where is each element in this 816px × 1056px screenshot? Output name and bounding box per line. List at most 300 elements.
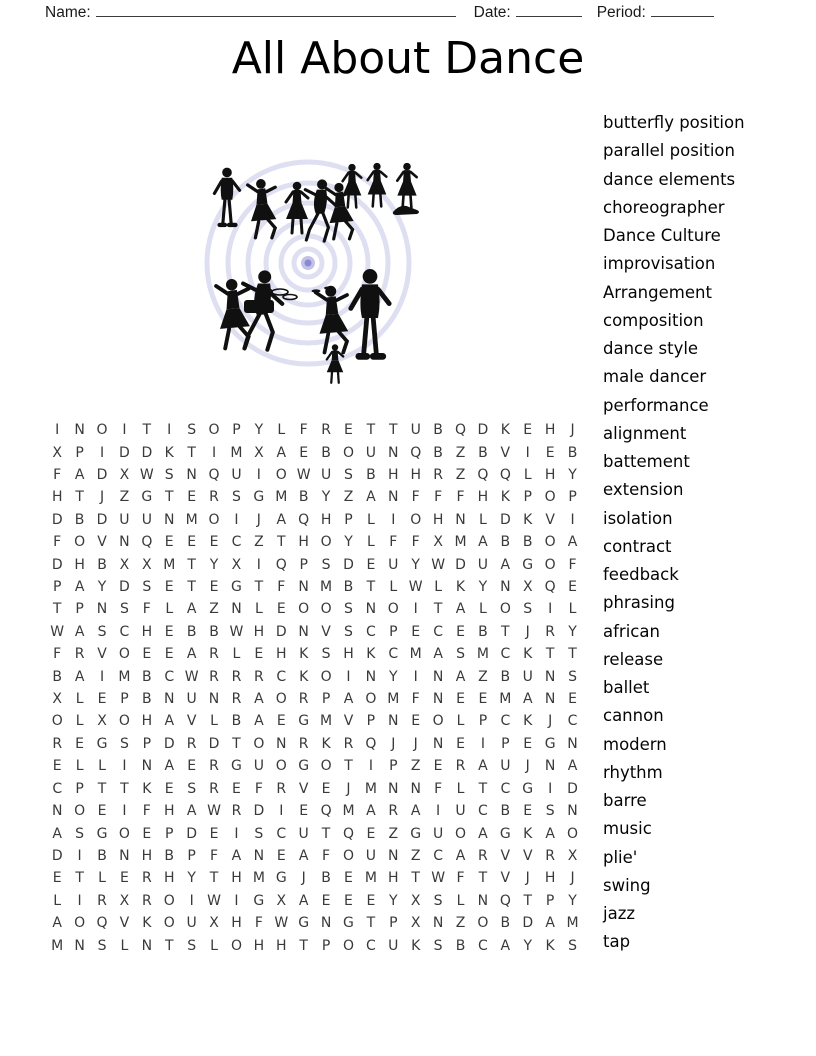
grid-letter[interactable]: T [187,556,196,573]
grid-letter[interactable]: G [275,870,287,887]
grid-letter[interactable]: V [119,915,130,932]
grid-letter[interactable]: B [142,691,152,708]
grid-letter[interactable]: P [75,780,84,797]
grid-letter[interactable]: N [365,668,377,685]
grid-letter[interactable]: O [342,937,354,954]
grid-letter[interactable]: E [321,892,331,909]
grid-letter[interactable]: S [187,937,197,954]
grid-letter[interactable]: T [501,623,510,640]
grid-letter[interactable]: X [522,579,533,596]
grid-letter[interactable]: O [74,534,86,551]
grid-letter[interactable]: V [500,444,511,461]
grid-letter[interactable]: X [209,915,219,932]
grid-letter[interactable]: J [391,735,396,752]
grid-letter[interactable]: Y [389,668,398,685]
grid-letter[interactable]: E [523,803,533,820]
grid-letter[interactable]: E [52,758,62,775]
grid-letter[interactable]: D [96,467,108,484]
grid-letter[interactable]: V [500,870,511,887]
grid-letter[interactable]: A [231,847,242,864]
grid-letter[interactable]: U [186,691,197,708]
grid-letter[interactable]: A [298,847,309,864]
grid-letter[interactable]: L [523,467,532,484]
name-blank-line[interactable] [96,2,456,17]
grid-letter[interactable]: A [164,758,175,775]
grid-letter[interactable]: S [433,937,443,954]
grid-letter[interactable]: O [163,892,175,909]
grid-letter[interactable]: V [343,713,354,730]
grid-letter[interactable]: K [523,825,533,842]
grid-letter[interactable]: A [545,825,555,842]
grid-letter[interactable]: H [388,870,399,887]
grid-letter[interactable]: T [164,489,174,506]
grid-letter[interactable]: F [210,847,219,864]
grid-letter[interactable]: N [544,758,556,775]
grid-letter[interactable]: E [209,534,219,551]
grid-letter[interactable]: O [230,937,242,954]
grid-letter[interactable]: G [96,735,108,752]
grid-letter[interactable]: E [456,691,465,708]
grid-letter[interactable]: I [346,668,351,685]
grid-letter[interactable]: K [321,735,331,752]
grid-letter[interactable]: I [211,444,217,461]
grid-letter[interactable]: G [499,825,511,842]
grid-letter[interactable]: R [209,646,219,663]
grid-letter[interactable]: T [523,892,533,909]
grid-letter[interactable]: B [433,444,443,461]
grid-letter[interactable]: E [164,780,174,797]
grid-letter[interactable]: P [344,511,353,528]
grid-letter[interactable]: N [276,735,287,752]
grid-letter[interactable]: E [142,825,152,842]
grid-letter[interactable]: B [455,937,466,954]
grid-letter[interactable]: Y [321,489,331,506]
grid-letter[interactable]: E [187,489,197,506]
grid-letter[interactable]: U [477,556,489,573]
grid-letter[interactable]: G [298,915,310,932]
grid-letter[interactable]: H [320,511,332,528]
grid-letter[interactable]: F [568,556,577,573]
grid-letter[interactable]: V [97,646,107,663]
grid-letter[interactable]: F [142,601,151,618]
grid-letter[interactable]: U [388,937,399,954]
grid-letter[interactable]: N [141,758,153,775]
grid-letter[interactable]: M [387,691,400,708]
grid-letter[interactable]: H [141,847,153,864]
grid-letter[interactable]: N [388,847,399,864]
grid-letter[interactable]: G [343,915,354,932]
grid-letter[interactable]: R [52,735,63,752]
grid-letter[interactable]: Z [388,825,399,842]
grid-letter[interactable]: A [254,713,264,730]
grid-letter[interactable]: G [544,735,556,752]
grid-letter[interactable]: B [97,847,107,864]
grid-letter[interactable]: U [500,758,511,775]
grid-letter[interactable]: C [478,803,488,820]
grid-letter[interactable]: D [141,444,153,461]
grid-letter[interactable]: J [99,489,105,506]
grid-letter[interactable]: A [276,444,287,461]
grid-letter[interactable]: M [185,511,198,528]
grid-letter[interactable]: T [209,870,219,887]
grid-letter[interactable]: T [478,780,488,797]
grid-letter[interactable]: E [523,735,533,752]
grid-letter[interactable]: J [570,422,575,439]
grid-letter[interactable]: H [163,803,175,820]
grid-letter[interactable]: T [366,422,376,439]
grid-letter[interactable]: X [119,467,130,484]
grid-letter[interactable]: T [366,579,376,596]
grid-letter[interactable]: N [432,668,444,685]
grid-letter[interactable]: P [232,422,241,439]
grid-letter[interactable]: H [432,511,444,528]
grid-letter[interactable]: E [276,601,286,618]
grid-letter[interactable]: N [432,735,444,752]
grid-letter[interactable]: N [253,847,265,864]
grid-letter[interactable]: Q [410,444,422,461]
grid-letter[interactable]: O [365,691,377,708]
grid-letter[interactable]: Z [455,915,466,932]
grid-letter[interactable]: G [522,556,534,573]
grid-letter[interactable]: T [232,735,241,752]
grid-letter[interactable]: O [208,422,220,439]
grid-letter[interactable]: Q [342,825,354,842]
grid-letter[interactable]: K [523,646,533,663]
grid-letter[interactable]: N [410,780,421,797]
grid-letter[interactable]: I [122,758,127,775]
grid-letter[interactable]: E [366,556,376,573]
grid-letter[interactable]: Q [477,467,489,484]
grid-letter[interactable]: N [388,444,399,461]
grid-letter[interactable]: X [52,691,62,708]
grid-letter[interactable]: X [433,534,443,551]
grid-letter[interactable]: E [276,713,286,730]
grid-letter[interactable]: E [97,803,107,820]
grid-letter[interactable]: I [480,735,485,752]
grid-letter[interactable]: L [568,601,577,618]
grid-letter[interactable]: T [142,422,152,439]
grid-letter[interactable]: P [321,691,331,708]
grid-letter[interactable]: B [478,623,488,640]
grid-letter[interactable]: U [365,444,377,461]
grid-letter[interactable]: S [97,937,107,954]
grid-letter[interactable]: M [230,444,243,461]
grid-letter[interactable]: H [343,646,354,663]
grid-letter[interactable]: L [479,511,487,528]
grid-letter[interactable]: S [254,825,264,842]
grid-letter[interactable]: P [389,758,398,775]
grid-letter[interactable]: A [366,489,376,506]
grid-letter[interactable]: E [321,780,331,797]
grid-letter[interactable]: V [545,511,555,528]
grid-letter[interactable]: B [522,534,533,551]
grid-letter[interactable]: O [118,646,130,663]
grid-letter[interactable]: X [142,556,152,573]
grid-letter[interactable]: D [477,422,489,439]
grid-letter[interactable]: Q [455,422,467,439]
grid-letter[interactable]: B [500,668,511,685]
grid-letter[interactable]: S [568,668,577,685]
grid-letter[interactable]: S [142,579,152,596]
grid-letter[interactable]: S [344,601,353,618]
grid-letter[interactable]: E [344,422,353,439]
grid-letter[interactable]: W [408,579,423,596]
grid-letter[interactable]: Y [344,534,353,551]
grid-letter[interactable]: Q [499,892,511,909]
grid-letter[interactable]: B [321,870,331,887]
grid-letter[interactable]: B [500,915,511,932]
grid-letter[interactable]: T [344,758,353,775]
grid-letter[interactable]: B [52,668,62,685]
grid-letter[interactable]: O [499,601,511,618]
grid-letter[interactable]: B [97,556,107,573]
grid-letter[interactable]: K [455,579,466,596]
grid-letter[interactable]: Y [209,556,219,573]
grid-letter[interactable]: R [545,623,555,640]
grid-letter[interactable]: A [74,579,85,596]
grid-letter[interactable]: H [253,623,265,640]
grid-letter[interactable]: E [232,780,241,797]
grid-letter[interactable]: Z [119,489,130,506]
grid-letter[interactable]: D [208,735,220,752]
grid-letter[interactable]: A [410,803,421,820]
grid-letter[interactable]: E [568,579,577,596]
grid-letter[interactable]: F [322,847,331,864]
grid-letter[interactable]: I [391,511,396,528]
grid-letter[interactable]: X [567,847,578,864]
grid-letter[interactable]: I [256,467,261,484]
grid-letter[interactable]: I [548,601,553,618]
grid-letter[interactable]: R [209,758,219,775]
grid-letter[interactable]: H [231,870,242,887]
grid-letter[interactable]: T [411,870,420,887]
grid-letter[interactable]: O [455,825,467,842]
grid-letter[interactable]: C [276,668,287,685]
grid-letter[interactable]: O [118,825,130,842]
grid-letter[interactable]: N [298,623,309,640]
grid-letter[interactable]: D [275,623,287,640]
grid-letter[interactable]: C [433,623,443,640]
grid-letter[interactable]: V [97,534,107,551]
grid-letter[interactable]: R [231,668,242,685]
grid-letter[interactable]: M [118,668,131,685]
grid-letter[interactable]: K [164,444,174,461]
grid-letter[interactable]: E [164,623,174,640]
grid-letter[interactable]: X [119,892,130,909]
grid-letter[interactable]: A [522,691,533,708]
grid-letter[interactable]: B [164,847,175,864]
grid-letter[interactable]: X [52,444,62,461]
grid-letter[interactable]: C [119,623,130,640]
grid-letter[interactable]: W [50,623,65,640]
grid-letter[interactable]: U [432,825,444,842]
grid-letter[interactable]: U [365,847,377,864]
grid-letter[interactable]: I [234,511,239,528]
grid-letter[interactable]: D [119,579,130,596]
grid-letter[interactable]: E [366,825,376,842]
grid-letter[interactable]: I [279,803,284,820]
grid-letter[interactable]: A [478,825,488,842]
grid-letter[interactable]: P [120,691,129,708]
grid-letter[interactable]: I [122,803,127,820]
grid-letter[interactable]: X [410,892,421,909]
grid-letter[interactable]: E [433,758,443,775]
grid-letter[interactable]: P [389,623,398,640]
grid-letter[interactable]: A [186,646,197,663]
grid-letter[interactable]: G [231,758,242,775]
grid-letter[interactable]: X [231,556,242,573]
grid-letter[interactable]: G [253,892,265,909]
grid-letter[interactable]: E [478,691,488,708]
grid-letter[interactable]: Y [568,467,577,484]
grid-letter[interactable]: M [342,803,355,820]
grid-letter[interactable]: E [568,691,577,708]
grid-letter[interactable]: S [523,601,533,618]
grid-letter[interactable]: A [478,534,488,551]
grid-letter[interactable]: L [210,713,218,730]
grid-letter[interactable]: N [231,601,242,618]
grid-letter[interactable]: F [434,780,443,797]
grid-letter[interactable]: W [184,668,199,685]
grid-letter[interactable]: Q [208,467,220,484]
grid-letter[interactable]: M [409,646,422,663]
grid-letter[interactable]: X [410,915,421,932]
grid-letter[interactable]: X [254,444,264,461]
grid-letter[interactable]: G [253,489,265,506]
grid-letter[interactable]: E [52,870,62,887]
grid-letter[interactable]: M [320,579,333,596]
grid-letter[interactable]: I [55,422,60,439]
grid-letter[interactable]: B [74,511,85,528]
grid-letter[interactable]: B [209,623,219,640]
grid-letter[interactable]: U [388,556,399,573]
grid-letter[interactable]: I [436,803,441,820]
grid-letter[interactable]: E [97,691,107,708]
grid-letter[interactable]: B [142,668,152,685]
grid-letter[interactable]: T [299,937,308,954]
grid-letter[interactable]: H [298,534,309,551]
grid-letter[interactable]: W [229,623,244,640]
grid-letter[interactable]: C [500,780,511,797]
grid-letter[interactable]: B [366,467,376,484]
grid-letter[interactable]: H [276,646,287,663]
grid-letter[interactable]: K [523,511,533,528]
grid-letter[interactable]: I [99,668,105,685]
grid-letter[interactable]: U [186,915,197,932]
grid-letter[interactable]: M [364,870,377,887]
grid-letter[interactable]: I [413,668,418,685]
grid-letter[interactable]: O [275,691,287,708]
grid-letter[interactable]: E [164,534,174,551]
grid-letter[interactable]: A [298,892,309,909]
grid-letter[interactable]: P [52,579,62,596]
grid-letter[interactable]: N [163,691,175,708]
grid-letter[interactable]: I [77,847,82,864]
grid-letter[interactable]: O [320,601,332,618]
grid-letter[interactable]: Z [478,668,488,685]
grid-letter[interactable]: A [500,937,511,954]
grid-letter[interactable]: N [141,937,153,954]
grid-letter[interactable]: R [231,803,242,820]
grid-letter[interactable]: P [366,713,376,730]
grid-letter[interactable]: D [51,556,63,573]
grid-letter[interactable]: C [567,713,578,730]
grid-letter[interactable]: I [413,601,418,618]
grid-letter[interactable]: E [411,623,421,640]
grid-letter[interactable]: G [96,825,108,842]
grid-letter[interactable]: T [120,780,129,797]
grid-letter[interactable]: F [434,489,443,506]
grid-letter[interactable]: Q [320,803,332,820]
grid-letter[interactable]: O [74,915,86,932]
grid-letter[interactable]: R [141,892,152,909]
grid-letter[interactable]: F [411,489,420,506]
grid-letter[interactable]: D [163,735,175,752]
grid-letter[interactable]: A [567,758,578,775]
grid-letter[interactable]: T [389,422,398,439]
grid-letter[interactable]: L [456,892,465,909]
grid-letter[interactable]: B [500,803,511,820]
grid-letter[interactable]: Y [568,623,577,640]
grid-letter[interactable]: W [207,892,221,909]
grid-letter[interactable]: O [275,758,287,775]
grid-letter[interactable]: A [455,668,466,685]
grid-letter[interactable]: C [164,668,175,685]
grid-letter[interactable]: E [456,735,465,752]
grid-letter[interactable]: N [163,511,175,528]
grid-letter[interactable]: K [500,489,510,506]
grid-letter[interactable]: A [74,467,85,484]
date-blank-line[interactable] [516,2,582,17]
grid-letter[interactable]: T [254,579,264,596]
grid-letter[interactable]: W [207,803,221,820]
grid-letter[interactable]: H [51,489,63,506]
grid-letter[interactable]: L [277,422,286,439]
grid-letter[interactable]: Z [455,467,466,484]
grid-letter[interactable]: S [545,803,555,820]
grid-letter[interactable]: F [456,870,465,887]
grid-letter[interactable]: B [343,579,354,596]
grid-letter[interactable]: E [254,646,264,663]
grid-letter[interactable]: O [253,735,265,752]
grid-letter[interactable]: K [142,915,152,932]
grid-letter[interactable]: A [455,601,466,618]
grid-letter[interactable]: H [544,422,556,439]
grid-letter[interactable]: N [500,579,511,596]
grid-letter[interactable]: X [276,892,287,909]
grid-letter[interactable]: G [410,825,422,842]
grid-letter[interactable]: Q [275,556,287,573]
grid-letter[interactable]: B [567,444,578,461]
grid-letter[interactable]: C [276,825,287,842]
grid-letter[interactable]: O [320,668,332,685]
grid-letter[interactable]: E [344,892,353,909]
grid-letter[interactable]: S [232,489,241,506]
grid-letter[interactable]: N [208,691,220,708]
grid-letter[interactable]: V [298,780,309,797]
grid-letter[interactable]: M [566,915,579,932]
grid-letter[interactable]: Z [254,534,264,551]
grid-letter[interactable]: D [51,847,63,864]
grid-letter[interactable]: A [343,691,354,708]
grid-letter[interactable]: J [301,870,306,887]
grid-letter[interactable]: R [298,691,309,708]
grid-letter[interactable]: U [522,668,533,685]
grid-letter[interactable]: E [187,758,197,775]
grid-letter[interactable]: T [568,646,577,663]
grid-letter[interactable]: M [499,691,512,708]
grid-letter[interactable]: D [51,511,63,528]
